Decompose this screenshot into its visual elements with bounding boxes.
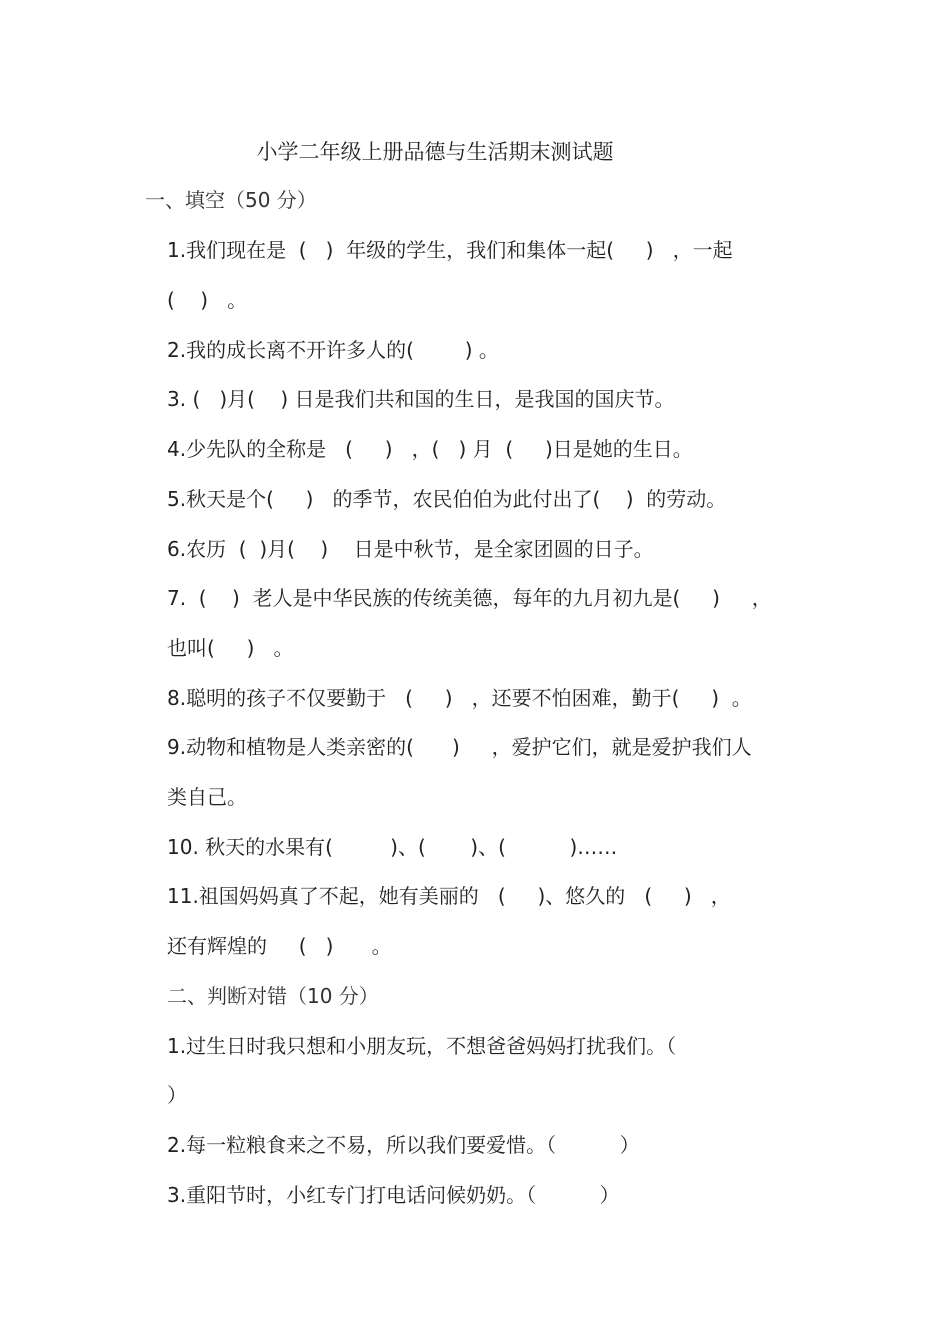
question-line: 2.每一粒粮食来之不易，所以我们要爱惜。（ ） <box>167 1133 640 1157</box>
question-line: 3. ( )月( ) 日是我们共和国的生日，是我国的国庆节。 <box>167 387 675 411</box>
question-line: 11.祖国妈妈真了不起，她有美丽的 ( )、悠久的 ( ) ， <box>167 884 731 908</box>
question-line: ） <box>167 1083 187 1107</box>
section-heading-true-false: 二、判断对错（10 分） <box>167 984 379 1008</box>
question-line: 7. ( ) 老人是中华民族的传统美德，每年的九月初九是( ) ， <box>167 586 772 610</box>
page-title: 小学二年级上册品德与生活期末测试题 <box>256 140 614 164</box>
question-line: 还有辉煌的 ( ) 。 <box>167 934 392 958</box>
question-line: 5.秋天是个( ) 的季节，农民伯伯为此付出了( ) 的劳动。 <box>167 487 727 511</box>
question-line: 1.过生日时我只想和小朋友玩，不想爸爸妈妈打扰我们。（ <box>167 1034 677 1058</box>
question-line: 类自己。 <box>167 785 247 809</box>
question-line: 1.我们现在是 ( ) 年级的学生，我们和集体一起( ) ，一起 <box>167 238 733 262</box>
question-line: 8.聪明的孩子不仅要勤于 ( ) ，还要不怕困难，勤于( ) 。 <box>167 686 752 710</box>
question-line: 也叫( ) 。 <box>167 636 294 660</box>
question-line: 3.重阳节时，小红专门打电话问候奶奶。（ ） <box>167 1183 620 1207</box>
question-line: 10. 秋天的水果有( )、( )、( )…… <box>167 835 618 859</box>
question-line: 9.动物和植物是人类亲密的( ) ，爱护它们，就是爱护我们人 <box>167 735 752 759</box>
question-line: ( ) 。 <box>167 288 248 312</box>
question-line: 6.农历 ( )月( ) 日是中秋节，是全家团圆的日子。 <box>167 537 654 561</box>
question-line: 2.我的成长离不开许多人的( ) 。 <box>167 338 499 362</box>
section-heading-fill-blank: 一、填空（50 分） <box>145 188 317 212</box>
question-line: 4.少先队的全称是 ( ) ，( ) 月 ( )日是她的生日。 <box>167 437 693 461</box>
